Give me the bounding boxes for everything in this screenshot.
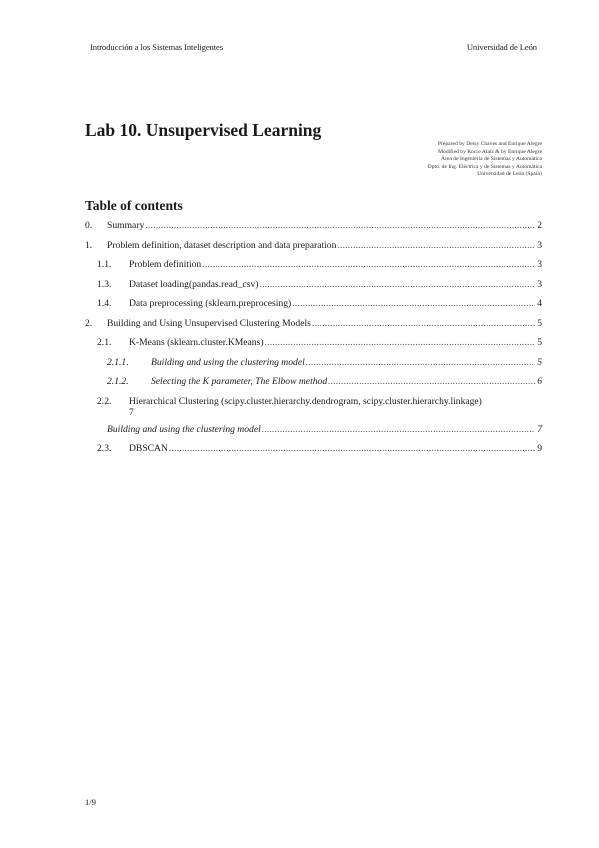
toc-entry-page: 5 [537,337,542,348]
page-number: 1/9 [85,797,96,807]
toc-entry-text: Problem definition [129,259,202,270]
credit-line: Prepared by Deisy Chaves and Enrique Alegre [437,141,542,147]
toc-leader [145,216,535,236]
toc-entry-number: 2. [85,317,93,329]
toc-entry-page: 5 [537,317,542,329]
toc-leader [328,372,535,392]
toc-entry-text: Summary [107,220,145,231]
toc-entry-text: K-Means (sklearn.cluster.KMeans) [129,337,264,348]
credit-line: Modified by Rocio Alaiz & by Enrique Alegre [438,148,542,155]
toc-entry-wrapped [129,396,542,420]
toc-entry-number: 2.3. [97,443,112,454]
toc-entry-number: 1. [85,239,93,251]
toc-entry-page: 6 [537,376,542,387]
toc-entry-page: 4 [537,298,542,309]
toc-entry-number: 2.1. [97,337,112,348]
toc-entry-number: 1.4. [97,298,112,309]
toc-entry[interactable] [85,216,542,236]
toc-leader [306,353,535,373]
toc-entry-text: Building and Using Unsupervised Clustering Models [107,317,311,329]
toc-entry-page: 5 [537,356,542,368]
toc-entry[interactable] [85,255,542,275]
table-of-contents [85,216,542,459]
toc-entry-number: 1.1. [97,259,112,270]
toc-entry-page: 2 [537,220,542,231]
toc-entry-text: Building and using the clustering model [151,356,305,368]
toc-leader [259,275,535,295]
toc-entry-number: 2.1.2. [107,376,129,387]
toc-leader [337,236,535,256]
toc-entry[interactable] [85,333,542,353]
toc-entry[interactable] [85,392,542,420]
running-header-left: Introducción a los Sistemas Inteligentes [90,42,223,52]
toc-entry[interactable] [85,314,542,334]
toc-leader [169,439,535,459]
toc-entry-number: 0. [85,220,93,231]
toc-entry-number: 2.1.1. [107,356,129,368]
toc-entry-text: Building and using the clustering model [107,423,261,435]
credit-line: Universidad de León (Spain) [477,171,542,178]
toc-entry-page: 3 [537,239,542,251]
toc-entry-page: 3 [537,259,542,270]
document-title: Lab 10. Unsupervised Learning [85,120,322,140]
toc-entry-page: 7 [537,423,542,435]
toc-entry[interactable] [85,372,542,392]
toc-entry-number: 2.2. [97,395,112,407]
toc-entry-number: 1.3. [97,278,112,290]
toc-entry[interactable] [85,353,542,373]
toc-entry-text: Hierarchical Clustering (scipy.cluster.hierarchy.dendrogram, scipy.cluster.hierarchy.linkage) [129,395,482,407]
toc-entry-text: Problem definition, dataset description and data preparation [107,239,337,251]
toc-leader [292,294,535,314]
toc-entry[interactable] [85,420,542,440]
toc-entry[interactable] [85,236,542,256]
toc-leader [262,420,535,440]
toc-entry-text: Data preprocessing (sklearn.preprocesing) [129,298,292,309]
toc-entry[interactable] [85,275,542,295]
toc-leader [265,333,535,353]
toc-entry-text: DBSCAN [129,443,168,454]
toc-heading: Table of contents [85,198,183,213]
credit-line: Dpto. de Ing. Eléctrica y de Sistemas y Automática [427,163,542,170]
toc-entry-page: 7 [129,406,134,418]
toc-entry-text: Selecting the K parameter, The Elbow method [151,376,328,387]
toc-entry-page: 3 [537,278,542,290]
credit-line: Área de Ingeniería de Sistemas y Automática [441,156,542,163]
toc-leader [202,255,535,275]
toc-entry[interactable] [85,439,542,459]
credits-block [428,141,542,179]
running-header-right: Universidad de León [466,42,537,52]
toc-entry-page: 9 [537,443,542,454]
toc-entry-text: Dataset loading(pandas.read_csv) [129,278,259,290]
toc-leader [312,314,535,334]
toc-entry[interactable] [85,294,542,314]
